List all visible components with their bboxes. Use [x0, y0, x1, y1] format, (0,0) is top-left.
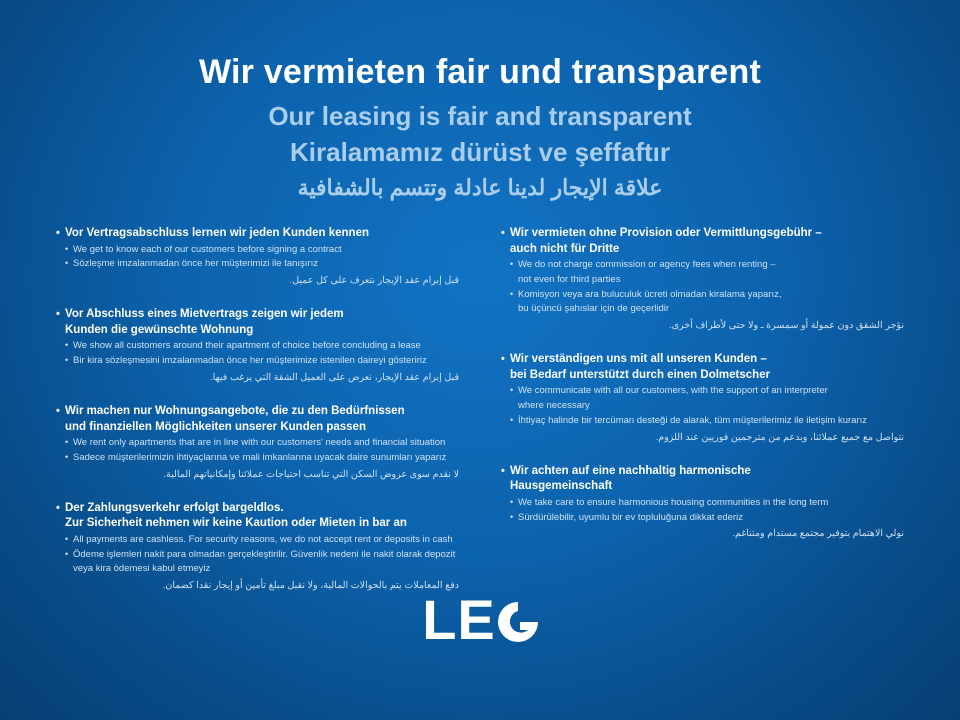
bullet-sub-arabic: نؤجر الشقق دون عمولة أو سمسرة ـ ولا حتى لأطراف أخرى. [668, 320, 904, 332]
bullet-sub-text: We do not charge commission or agency fees when renting – [518, 259, 776, 271]
bullet-sub [501, 302, 904, 316]
bullet-icon: • [65, 548, 69, 559]
bullet-sub [501, 414, 904, 428]
bullet-sub-text: Komisyon veya ara buluculuk ücreti olmadan kiralama yaparız, [518, 288, 782, 300]
heading-block [0, 52, 960, 202]
bullet-icon: • [501, 353, 505, 366]
bullet-heading-line: Zur Sicherheit nehmen wir keine Kaution oder Mieten in bar an [65, 517, 407, 530]
bullet-sub-text: Ödeme işlemleri nakit para olmadan gerçekleştirilir. Güvenlik nedeni ile nakit olarak depozit [73, 548, 456, 560]
bullet-icon: • [56, 308, 60, 321]
bullet-heading [501, 226, 904, 257]
bullet-icon: • [56, 227, 60, 239]
bullet-sub [56, 548, 459, 562]
list-item [501, 352, 904, 445]
bullet-icon: • [510, 288, 514, 299]
bullet-sub-text: veya kira ödemesi kabul etmeyiz [73, 563, 211, 575]
bullet-icon: • [510, 259, 514, 270]
bullet-sub-text: Sadece müşterilerimizin ihtiyaçlarına ve mali imkanlarına uyacak daire sunumları yaparız [73, 451, 447, 463]
list-item [56, 307, 459, 385]
bullet-icon: • [510, 511, 514, 522]
list-item [56, 226, 459, 288]
column-left [56, 226, 459, 594]
bullet-sub-text: We rent only apartments that are in line with our customers' needs and financial situation [73, 437, 446, 449]
bullet-sub-arabic: دفع المعاملات يتم بالحوالات المالية، ولا نقبل مبلغ تأمين أو إيجار نقدا كضمان. [162, 580, 459, 592]
bullet-sub-arabic: قبل إبرام عقد الإيجار، نعرض على العميل الشقة التي يرغب فيها. [210, 371, 459, 383]
bullet-icon: • [65, 451, 69, 462]
bullet-sub-arabic: نولي الاهتمام بتوفير مجتمع مستدام ومتناغم. [732, 528, 904, 540]
bullet-icon: • [65, 340, 69, 351]
bullet-sub-text: All payments are cashless. For security reasons, we do not accept rent or deposits in cash [73, 533, 453, 545]
bullet-sub [56, 533, 459, 547]
bullet-sub [56, 339, 459, 353]
bullet-sub-text: We show all customers around their apartment of choice before concluding a lease [73, 340, 421, 352]
page-title-de: Wir vermieten fair und transparent [199, 53, 761, 91]
bullet-icon: • [501, 227, 505, 239]
bullet-sub-text: Bir kira sözleşmesini imzalanmadan önce her müşterimize istenilen daireyi gösteririz [73, 355, 427, 367]
page-title-en: Our leasing is fair and transparent [268, 101, 692, 132]
bullet-icon: • [56, 501, 60, 514]
bullet-sub [56, 451, 459, 465]
list-item [56, 404, 459, 482]
bullet-heading [56, 307, 459, 338]
bullet-sub [501, 273, 904, 287]
g-circle-mark-icon [494, 598, 538, 642]
bullet-sub [501, 288, 904, 302]
bullet-sub-text: İhtiyaç halinde bir tercüman desteği de alarak, tüm müşterilerimiz ile iletişim kurarız [518, 414, 867, 426]
bullet-sub [501, 399, 904, 413]
bullet-sub [501, 384, 904, 398]
bullet-icon: • [65, 355, 69, 366]
bullet-icon: • [65, 437, 69, 448]
bullet-icon: • [510, 414, 514, 425]
leg-logo [0, 588, 960, 651]
bullet-heading [56, 404, 459, 435]
bullet-sub [56, 243, 459, 257]
bullet-heading-line: Wir vermieten ohne Provision oder Vermittlungsgebühr – [510, 227, 822, 239]
bullet-heading-line: und finanziellen Möglichkeiten unserer Kunden passen [65, 420, 366, 433]
bullet-heading-line: Vor Abschluss eines Mietvertrags zeigen wir jedem [65, 308, 344, 321]
bullet-heading-line: auch nicht für Dritte [510, 242, 620, 255]
bullet-icon: • [65, 243, 69, 254]
content-columns [56, 226, 904, 594]
bullet-sub-text: Sürdürülebilir, uyumlu bir ev topluluğuna dikkat ederiz [518, 511, 743, 523]
bullet-sub-text: We take care to ensure harmonious housing communities in the long term [518, 496, 829, 508]
bullet-heading [501, 464, 904, 495]
bullet-heading-line: Wir achten auf eine nachhaltig harmonische [510, 464, 751, 477]
bullet-heading [56, 501, 459, 532]
list-item [501, 226, 904, 333]
bullet-sub [501, 511, 904, 525]
bullet-heading [501, 352, 904, 383]
bullet-sub [56, 436, 459, 450]
bullet-heading-line: Vor Vertragsabschluss lernen wir jeden Kunden kennen [65, 227, 369, 239]
bullet-sub-text: We communicate with all our customers, with the support of an interpreter [518, 385, 828, 397]
bullet-sub [501, 258, 904, 272]
bullet-icon: • [510, 385, 514, 396]
bullet-sub-text: where necessary [518, 400, 590, 412]
column-right [501, 226, 904, 594]
page-title-ar: علاقة الإيجار لدينا عادلة وتتسم بالشفافية [297, 174, 663, 200]
bullet-icon: • [56, 405, 60, 418]
bullet-heading-line: Hausgemeinschaft [510, 480, 613, 493]
bullet-sub-text: We get to know each of our customers before signing a contract [73, 243, 342, 255]
bullet-heading-line: Kunden die gewünschte Wohnung [65, 323, 254, 336]
bullet-heading-line: bei Bedarf unterstützt durch einen Dolmetscher [510, 368, 771, 381]
bullet-heading-line: Wir machen nur Wohnungsangebote, die zu den Bedürfnissen [65, 405, 405, 418]
bullet-sub [56, 257, 459, 271]
bullet-icon: • [501, 464, 505, 477]
bullet-icon: • [510, 496, 514, 507]
bullet-heading-line: Wir verständigen uns mit all unseren Kunden – [510, 353, 767, 366]
list-item [501, 464, 904, 542]
bullet-sub-text: not even for third parties [518, 273, 621, 285]
bullet-icon: • [65, 533, 69, 544]
bullet-sub [56, 354, 459, 368]
bullet-sub-text: Sözleşme imzalanmadan önce her müşterimizi ile tanışırız [73, 258, 318, 270]
page-title-tr: Kiralamamız dürüst ve şeffaftır [289, 136, 670, 167]
bullet-sub-arabic: لا نقدم سوى عروض السكن التي تناسب احتياجات عملائنا وإمكانياتهم المالية. [163, 468, 459, 480]
bullet-sub-arabic: قبل إبرام عقد الإيجار نتعرف على كل عميل. [289, 275, 459, 287]
bullet-sub-text: bu üçüncü şahıslar için de geçerlidir [518, 303, 670, 315]
bullet-sub [501, 496, 904, 510]
bullet-heading-line: Der Zahlungsverkehr erfolgt bargeldlos. [65, 501, 284, 514]
bullet-heading [56, 226, 459, 242]
list-item [56, 501, 459, 594]
bullet-sub-arabic: نتواصل مع جميع عملائنا، وبدعم من مترجمين فوريين عند اللزوم. [655, 431, 904, 443]
logo-text: LE [422, 588, 496, 651]
bullet-sub [56, 562, 459, 576]
bullet-icon: • [65, 258, 69, 269]
